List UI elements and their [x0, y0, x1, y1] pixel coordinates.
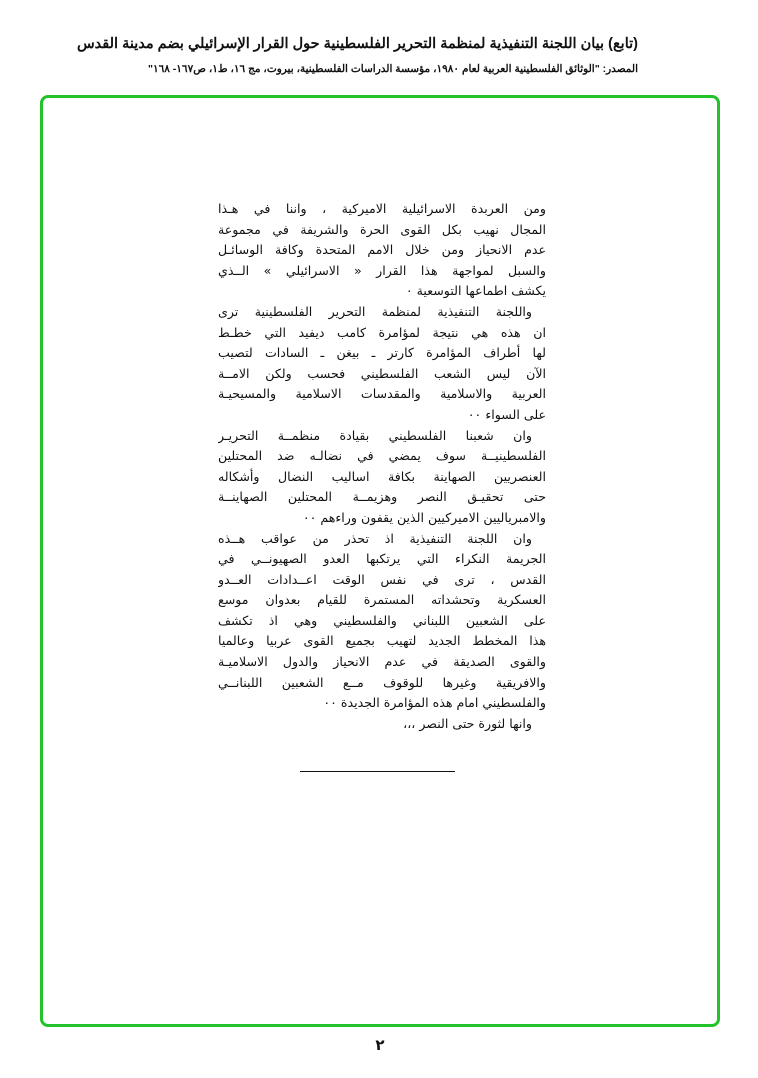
end-divider [300, 771, 455, 772]
document-title: (تابع) بيان اللجنة التنفيذية لمنظمة التحرير الفلسطينية حول القرار الإسرائيلي بضم مدينة القدس [76, 36, 638, 52]
text-line: الجريمة النكراء التي يرتكبها العدو الصهيونــي في [218, 551, 546, 567]
text-line: وان شعبنا الفلسطيني بقيادة منظمــة التحريـر [218, 427, 532, 443]
text-line: على السواء ٠٠ [467, 406, 546, 422]
text-line: وانها لثورة حتى النصر ،،، [403, 715, 532, 731]
text-line: والامبرياليين الاميركيين الذين يقفون وراءهم ٠٠ [302, 509, 546, 525]
text-line: وان اللجنة التنفيذية اذ تحذر من عواقب هــذه [218, 530, 532, 546]
document-source: المصدر: "الوثائق الفلسطينية العربية لعام ١٩٨٠، مؤسسة الدراسات الفلسطينية، بيروت، مج ١٦، ط١، ص١٦٧- ١٦٨" [147, 63, 638, 75]
text-line: ومن العربدة الاسرائيلية الاميركية ، واننا في هـذا [218, 201, 546, 216]
text-line: والسبل لمواجهة هذا القرار « الاسرائيلي » الــذي [218, 262, 546, 278]
text-line: والافريقية وغيرها للوقوف مــع الشعبين اللبنانــي [218, 674, 546, 690]
text-line: عدم الانحياز ومن خلال الامم المتحدة وكافة الوسائـل [218, 242, 546, 258]
text-line: الفلسطينيــة سوف يمضي في نضالـه ضد المحتلين [218, 448, 546, 464]
text-line: يكشف اطماعها التوسعية ٠ [405, 283, 546, 299]
text-line: واللجنة التنفيذية لمنظمة التحرير الفلسطينية ترى [218, 303, 532, 319]
document-body [218, 199, 546, 734]
text-line: ان هذه هي نتيجة لمؤامرة كامب ديفيد التي خطـط [218, 324, 546, 340]
text-line: العربية والاسلامية والمقدسات الاسلامية والمسيحيـة [218, 386, 546, 402]
text-line: القدس ، ترى في نفس الوقت اعــدادات العــدو [218, 571, 546, 587]
text-line: العسكرية وتحشداته المستمرة للقيام بعدوان موسع [218, 592, 546, 608]
text-line: حتى تحقيـق النصر وهزيمــة المحتلين الصهاينــة [218, 489, 546, 505]
text-line: لها أطراف المؤامرة كارتر ـ بيغن ـ السادات لتصيب [218, 345, 546, 361]
text-line: على الشعبين اللبناني والفلسطيني وهي اذ تكشف [218, 612, 546, 628]
text-line: العنصريين الصهاينة بكافة اساليب النضال وأشكاله [218, 468, 546, 484]
text-line: الآن ليس الشعب الفلسطيني فحسب ولكن الامــة [218, 365, 546, 381]
page-number: ٢ [375, 1036, 385, 1054]
text-line: والقوى الصديقة في عدم الانحياز والدول الاسلاميـة [218, 654, 546, 670]
text-line: والفلسطيني امام هذه المؤامرة الجديدة ٠٠ [323, 695, 546, 711]
text-line: هذا المخطط الجديد لتهيب بجميع القوى عربيا وعالميا [218, 633, 546, 649]
text-line: المجال نهيب بكل القوى الحرة والشريفة في مجموعة [218, 221, 546, 237]
